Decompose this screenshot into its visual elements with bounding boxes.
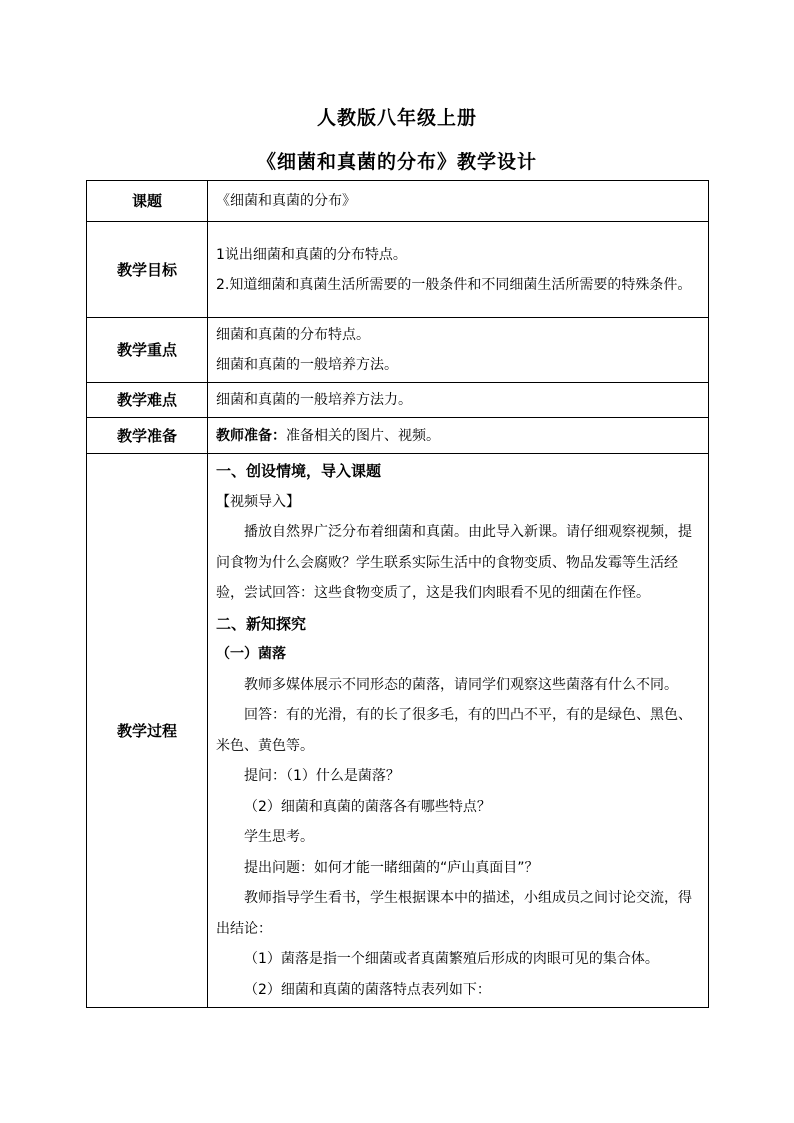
row-preparation xyxy=(87,418,709,454)
difficulty-value: 细菌和真菌的一般培养方法力。 xyxy=(208,383,709,418)
row-topic xyxy=(87,181,709,222)
subsection-title: （一）菌落 xyxy=(216,646,286,662)
process-paragraph: （2）细菌和真菌的菌落特点表列如下： xyxy=(244,981,491,998)
key-point-item: 细菌和真菌的分布特点。 xyxy=(216,327,370,343)
process-paragraph: 播放自然界广泛分布着细菌和真菌。由此导入新课。请仔细观察视频，提问食物为什么会腐败？学生联系实际生活中的食物变质、物品发霉等生活经验，尝试回答：这些食物变质了，这是我们肉眼看不见的细菌在作怪。 xyxy=(216,524,692,601)
label-goals: 教学目标 xyxy=(87,222,208,318)
process-paragraph: （1）菌落是指一个细菌或者真菌繁殖后形成的肉眼可见的集合体。 xyxy=(244,951,659,967)
label-topic: 课题 xyxy=(87,181,208,222)
label-difficulty: 教学难点 xyxy=(87,383,208,418)
preparation-value: 准备相关的图片、视频。 xyxy=(286,427,440,444)
lesson-plan-table xyxy=(86,180,709,1008)
process-paragraph: 学生思考。 xyxy=(244,829,314,845)
preparation-cell xyxy=(208,418,709,454)
process-paragraph: 教师指导学生看书，学生根据课本中的描述，小组成员之间讨论交流，得出结论： xyxy=(216,890,692,937)
section1-title: 一、创设情境，导入课题 xyxy=(216,462,382,480)
video-intro: 【视频导入】 xyxy=(216,493,300,510)
process-paragraph: 提出问题：如何才能一睹细菌的“庐山真面目”？ xyxy=(244,859,539,876)
goals-cell xyxy=(208,222,709,318)
row-process xyxy=(87,454,709,1008)
preparation-prefix: 教师准备： xyxy=(216,427,286,444)
row-goals xyxy=(87,222,709,318)
row-key-points xyxy=(87,318,709,383)
goal-item: 1说出细菌和真菌的分布特点。 xyxy=(216,246,407,263)
process-paragraph: （2）细菌和真菌的菌落各有哪些特点？ xyxy=(244,798,491,815)
document-subtitle: 《细菌和真菌的分布》教学设计 xyxy=(256,151,537,173)
process-paragraph: 回答：有的光滑，有的长了很多毛，有的凹凸不平，有的是绿色、黑色、米色、黄色等。 xyxy=(216,707,692,754)
label-key-points: 教学重点 xyxy=(87,318,208,383)
label-process: 教学过程 xyxy=(87,454,208,1008)
process-paragraph: 提问：（1）什么是菌落？ xyxy=(244,768,400,784)
key-points-cell xyxy=(208,318,709,383)
label-preparation: 教学准备 xyxy=(87,418,208,454)
row-difficulty xyxy=(87,383,709,418)
topic-value: 《细菌和真菌的分布》 xyxy=(208,181,709,222)
process-paragraph: 教师多媒体展示不同形态的菌落，请同学们观察这些菌落有什么不同。 xyxy=(244,676,678,693)
process-cell xyxy=(208,454,709,1008)
key-point-item: 细菌和真菌的一般培养方法。 xyxy=(216,357,398,373)
goal-item: 2.知道细菌和真菌生活所需要的一般条件和不同细菌生活所需要的特殊条件。 xyxy=(216,276,692,293)
section2-title: 二、新知探究 xyxy=(216,614,307,633)
document-title: 人教版八年级上册 xyxy=(316,107,477,129)
